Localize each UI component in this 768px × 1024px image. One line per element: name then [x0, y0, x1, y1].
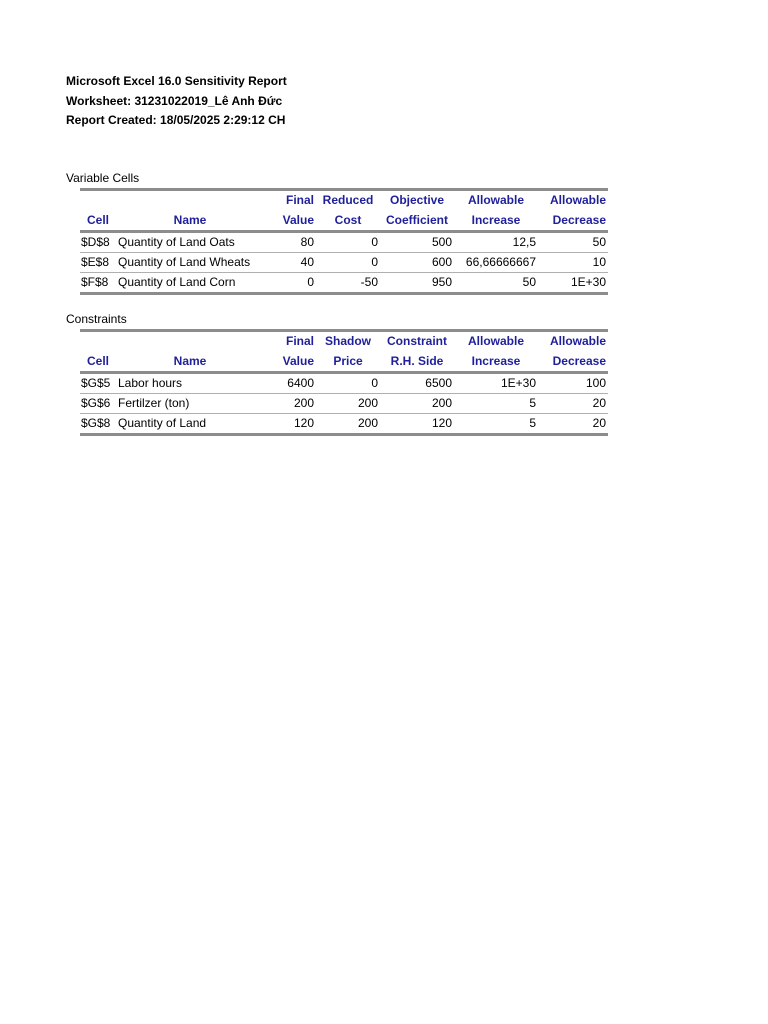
row-increase: 1E+30 — [454, 373, 538, 394]
table-row — [80, 253, 608, 273]
row-final: 6400 — [264, 373, 316, 394]
header-decrease: Decrease — [538, 211, 608, 232]
report-title: Microsoft Excel 16.0 Sensitivity Report — [66, 74, 287, 88]
row-decrease: 1E+30 — [538, 273, 608, 294]
header-objective: Objective — [380, 190, 454, 211]
row-decrease: 100 — [538, 373, 608, 394]
header-name — [116, 190, 264, 211]
constraints-table — [80, 329, 608, 436]
table-row — [80, 394, 608, 414]
row-cell: $F$8 — [80, 273, 116, 294]
row-objective: 500 — [380, 232, 454, 253]
header-value: Value — [264, 211, 316, 232]
header-constraint: Constraint — [380, 331, 454, 352]
table-row — [80, 232, 608, 253]
row-name: Labor hours — [116, 373, 264, 394]
row-increase: 66,66666667 — [454, 253, 538, 273]
row-final: 80 — [264, 232, 316, 253]
header-cell — [80, 331, 116, 352]
row-rh-side: 200 — [380, 394, 454, 414]
variable-cells-table — [80, 188, 608, 295]
row-decrease: 20 — [538, 394, 608, 414]
header-decrease: Decrease — [538, 352, 608, 373]
row-decrease: 10 — [538, 253, 608, 273]
row-shadow: 0 — [316, 373, 380, 394]
row-reduced: 0 — [316, 253, 380, 273]
worksheet-name: Worksheet: 31231022019_Lê Anh Đức — [66, 93, 283, 108]
header-reduced: Reduced — [316, 190, 380, 211]
header-value: Value — [264, 352, 316, 373]
row-final: 0 — [264, 273, 316, 294]
table-row — [80, 373, 608, 394]
header-cost: Cost — [316, 211, 380, 232]
row-reduced: -50 — [316, 273, 380, 294]
row-objective: 600 — [380, 253, 454, 273]
row-rh-side: 6500 — [380, 373, 454, 394]
row-name: Quantity of Land Oats — [116, 232, 264, 253]
header-name: Name — [116, 352, 264, 373]
header-cell — [80, 190, 116, 211]
header-allow-inc: Allowable — [454, 190, 538, 211]
header-name — [116, 331, 264, 352]
header-increase: Increase — [454, 211, 538, 232]
row-name: Quantity of Land Wheats — [116, 253, 264, 273]
header-cell: Cell — [80, 352, 116, 373]
header-final: Final — [264, 331, 316, 352]
constraints-title: Constraints — [66, 312, 127, 326]
table-row — [80, 414, 608, 435]
row-final: 40 — [264, 253, 316, 273]
header-allow-inc: Allowable — [454, 331, 538, 352]
report-created: Report Created: 18/05/2025 2:29:12 CH — [66, 113, 286, 127]
row-decrease: 50 — [538, 232, 608, 253]
header-increase: Increase — [454, 352, 538, 373]
row-name: Fertilzer (ton) — [116, 394, 264, 414]
row-reduced: 0 — [316, 232, 380, 253]
table-header-row — [80, 211, 608, 232]
row-objective: 950 — [380, 273, 454, 294]
row-shadow: 200 — [316, 414, 380, 435]
table-header-row — [80, 352, 608, 373]
header-shadow: Shadow — [316, 331, 380, 352]
row-decrease: 20 — [538, 414, 608, 435]
header-allow-dec: Allowable — [538, 331, 608, 352]
row-cell: $E$8 — [80, 253, 116, 273]
table-header-row — [80, 331, 608, 352]
header-cell: Cell — [80, 211, 116, 232]
row-cell: $G$8 — [80, 414, 116, 435]
row-name: Quantity of Land — [116, 414, 264, 435]
table-header-row — [80, 190, 608, 211]
table-row — [80, 273, 608, 294]
row-rh-side: 120 — [380, 414, 454, 435]
row-cell: $D$8 — [80, 232, 116, 253]
header-final: Final — [264, 190, 316, 211]
row-increase: 12,5 — [454, 232, 538, 253]
row-increase: 5 — [454, 414, 538, 435]
header-coefficient: Coefficient — [380, 211, 454, 232]
header-price: Price — [316, 352, 380, 373]
header-name: Name — [116, 211, 264, 232]
row-final: 200 — [264, 394, 316, 414]
row-cell: $G$5 — [80, 373, 116, 394]
row-name: Quantity of Land Corn — [116, 273, 264, 294]
header-allow-dec: Allowable — [538, 190, 608, 211]
row-increase: 5 — [454, 394, 538, 414]
variable-cells-title: Variable Cells — [66, 171, 140, 185]
report-header — [66, 72, 287, 131]
row-shadow: 200 — [316, 394, 380, 414]
row-increase: 50 — [454, 273, 538, 294]
row-final: 120 — [264, 414, 316, 435]
header-rh-side: R.H. Side — [380, 352, 454, 373]
row-cell: $G$6 — [80, 394, 116, 414]
